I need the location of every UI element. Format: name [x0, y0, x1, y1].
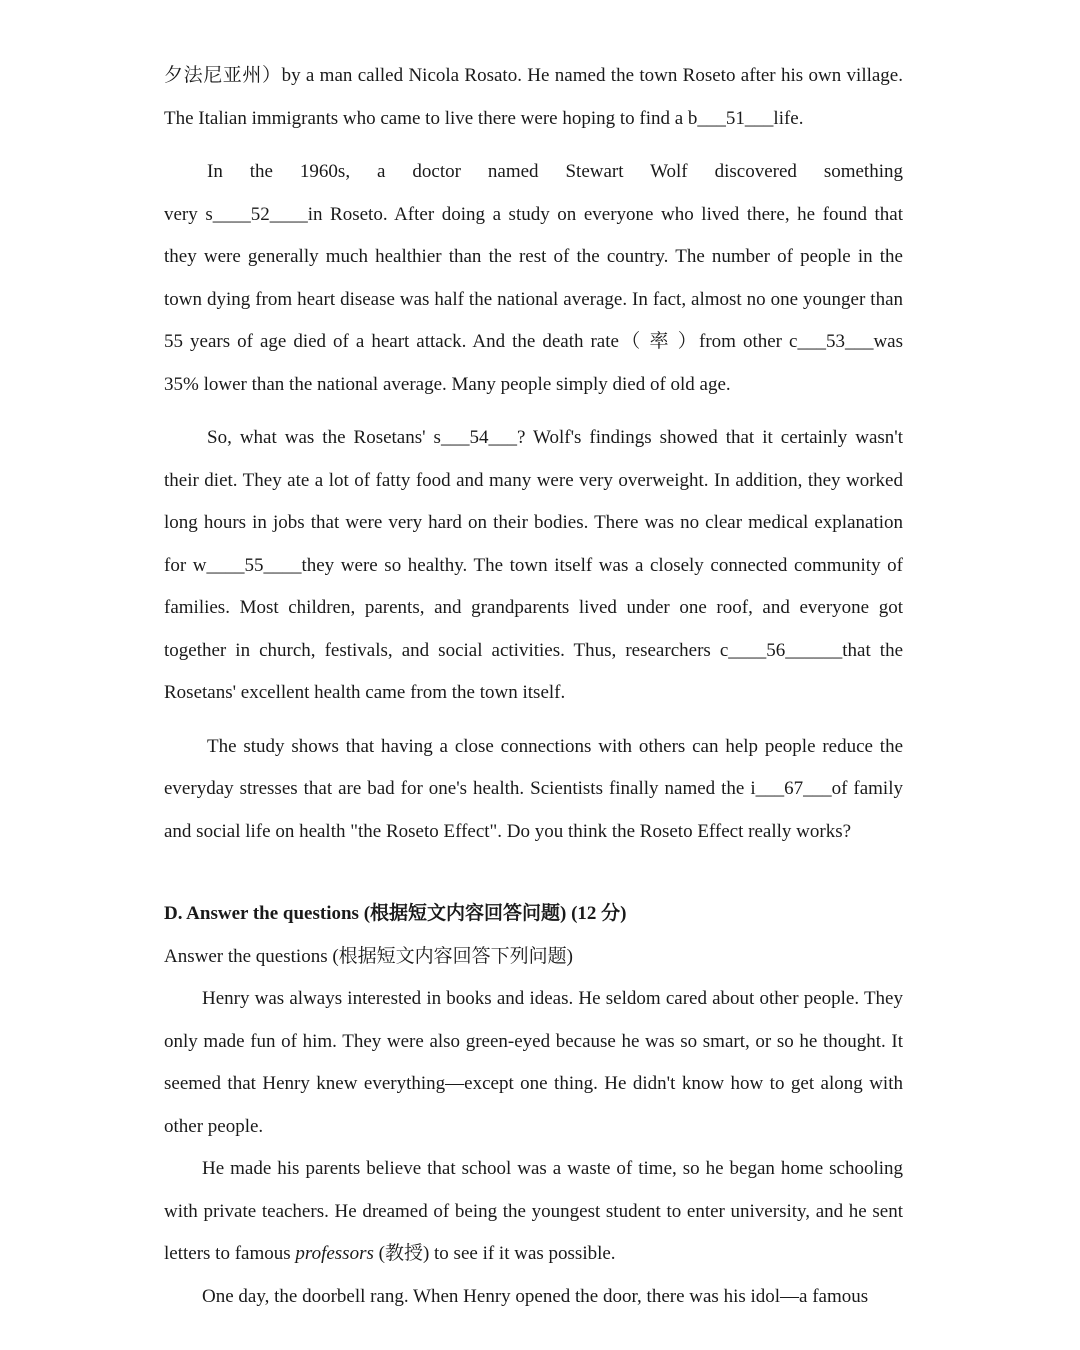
passage-line: long hours in jobs that were very hard on their bodies. There was no clear medical explanation — [164, 512, 903, 533]
passage-line: very s____52____in Roseto. After doing a study on everyone who lived there, he found that — [164, 203, 903, 225]
passage-line: So, what was the Rosetans' s___54___? Wolf's findings showed that it certainly wasn't — [207, 427, 903, 448]
passage-line: everyday stresses that are bad for one's health. Scientists finally named the i___67___of family — [164, 778, 903, 799]
passage-line: Rosetans' excellent health came from the town itself. — [164, 682, 566, 703]
section-instruction: Answer the questions (根据短文内容回答下列问题) — [164, 945, 573, 967]
section-heading: D. Answer the questions (根据短文内容回答问题) (12 分) — [164, 903, 627, 924]
passage-line: with private teachers. He dreamed of being the youngest student to enter university, and he sent — [164, 1200, 903, 1222]
passage-line: only made fun of him. They were also green-eyed because he was so smart, or so he thought. It — [164, 1030, 903, 1052]
passage-line: One day, the doorbell rang. When Henry opened the door, there was his idol—a famous — [202, 1285, 869, 1307]
passage-line: 夕法尼亚州）by a man called Nicola Rosato. He named the town Roseto after his own village. — [164, 65, 903, 86]
passage-line: In the 1960s, a doctor named Stewart Wolf discovered something — [207, 161, 903, 182]
passage-line: together in church, festivals, and social activities. Thus, researchers c____56______that the — [164, 639, 903, 661]
passage-line: families. Most children, parents, and grandparents lived under one roof, and everyone got — [164, 597, 903, 618]
passage-line: other people. — [164, 1115, 264, 1137]
passage-line: He made his parents believe that school was a waste of time, so he began home schooling — [202, 1158, 903, 1179]
passage-line: The study shows that having a close connections with others can help people reduce the — [207, 735, 903, 757]
passage-line: their diet. They ate a lot of fatty food and many were very overweight. In addition, they worked — [164, 469, 903, 491]
text-run: letters to famous — [164, 1243, 296, 1264]
passage-line: and social life on health "the Roseto Effect". Do you think the Roseto Effect really works? — [164, 820, 852, 842]
passage-line: for w____55____they were so healthy. The town itself was a closely connected community of — [164, 554, 903, 576]
passage-line: 35% lower than the national average. Many people simply died of old age. — [164, 373, 731, 395]
italic-term: professors — [295, 1243, 374, 1264]
passage-line: seemed that Henry knew everything—except one thing. He didn't know how to get along with — [164, 1073, 903, 1094]
passage-line: The Italian immigrants who came to live there were hoping to find a b___51___life. — [164, 107, 804, 129]
passage-line: they were generally much healthier than the rest of the country. The number of people in the — [164, 246, 903, 267]
passage-line — [164, 1233, 903, 1276]
passage-line: Henry was always interested in books and ideas. He seldom cared about other people. They — [202, 988, 903, 1009]
text-run: (教授) to see if it was possible. — [373, 1243, 616, 1264]
passage-line: town dying from heart disease was half the national average. In fact, almost no one younger than — [164, 288, 903, 310]
passage-line: 55 years of age died of a heart attack. And the death rate（ 率 ）from other c___53___was — [164, 331, 903, 352]
